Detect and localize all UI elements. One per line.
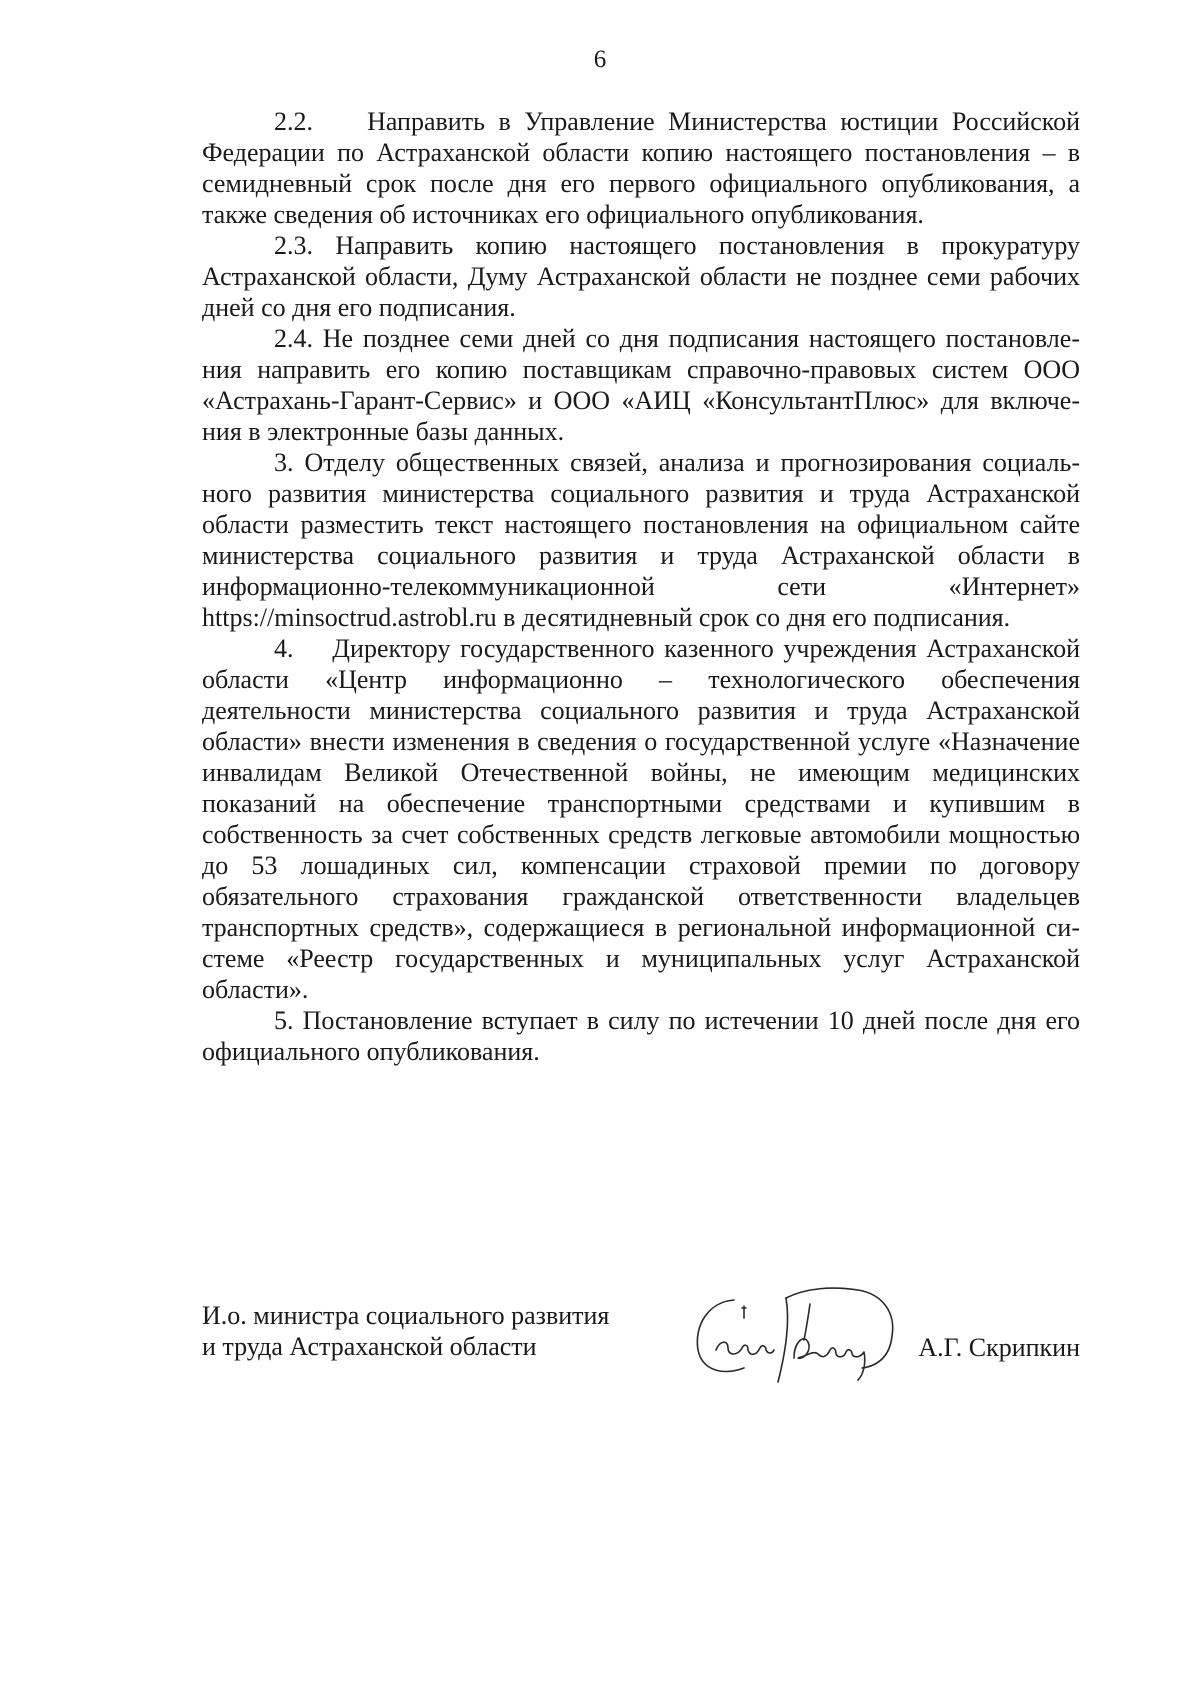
paragraph-2-3: 2.3. Направить копию настоящего постановления в прокуратуру Астраханской области, Думу Астраханской области не позднее семи рабочих дней со дня его подписания.	[202, 231, 1080, 322]
paragraph-4: 4. Директору государственного казенного учреждения Астраханской области «Центр информационно – технологического обеспечения деятельности министерства социального развития и труда Астраханской области» внести изменения в сведения о государственной услуге «Назначение инвалидам Великой Отечественной войны, не имеющим медицинских показаний на обеспечение транспортными средствами и купившим в собственность за счет собственных средств легковые автомобили мощностью до 53 лошадиных сил, компенсации страховой премии по договору обязательного страхования гражданской ответственности владельцев транспортных средств», содержащиеся в региональной информационной системе «Реестр государственных и муниципальных услуг Астраханской области».	[202, 634, 1080, 1004]
signatory-title-line-1: И.о. министра социального развития	[202, 1301, 610, 1330]
paragraph-2-2: 2.2. Направить в Управление Министерства юстиции Российской Федерации по Астраханской области копию настоящего постановления – в семидневный срок после дня его первого официального опубликования, а также сведения об источниках его официального опубликования.	[202, 107, 1080, 229]
paragraph-5: 5. Постановление вступает в силу по истечении 10 дней после дня его официального опубликования.	[202, 1006, 1080, 1066]
handwritten-signature-icon	[682, 1278, 912, 1398]
page-number: 6	[593, 46, 607, 73]
signature-block	[202, 1300, 1080, 1410]
paragraph-3: 3. Отделу общественных связей, анализа и прогнозирования социального развития министерства социального развития и труда Астраханской области разместить текст настоящего постановления на официальном сайте министерства социального развития и труда Астраханской области в информационно-телекоммуникационной сети «Интернет» https://minsoctrud.astrobl.ru в десятидневный срок со дня его подписания.	[202, 448, 1080, 632]
document-body	[202, 106, 1080, 1067]
signatory-title	[202, 1300, 662, 1362]
signatory-name: А.Г. Скрипкин	[918, 1333, 1080, 1362]
paragraph-2-4: 2.4. Не позднее семи дней со дня подписания настоящего постановления направить его копию поставщикам справочно-правовых систем ООО «Астрахань-Гарант-Сервис» и ООО «АИЦ «КонсультантПлюс» для включения в электронные базы данных.	[202, 324, 1080, 446]
signatory-title-line-2: и труда Астраханской области	[202, 1332, 537, 1361]
